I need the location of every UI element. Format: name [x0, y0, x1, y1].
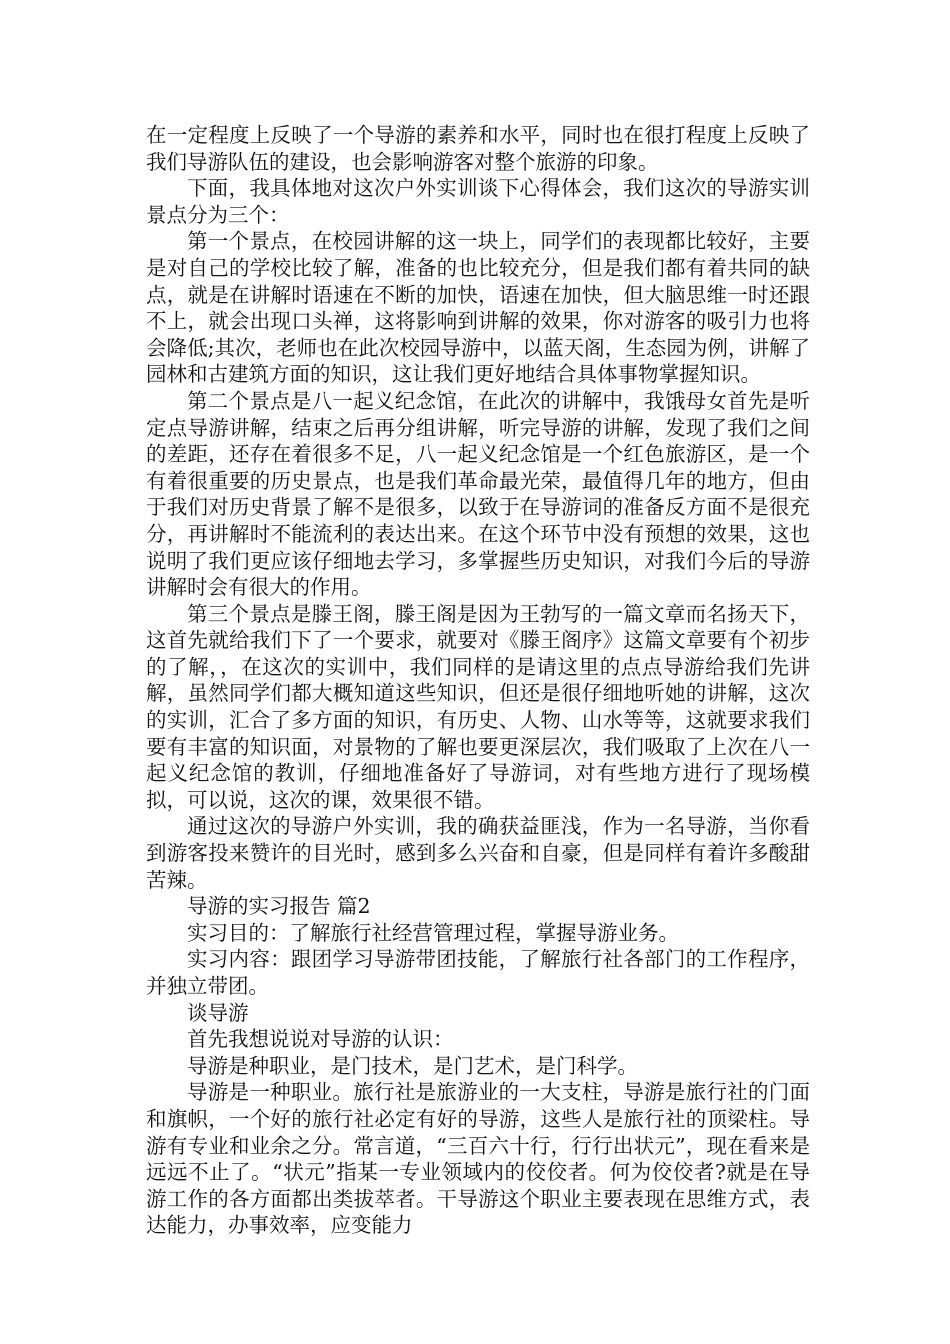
paragraph-spot-two: 第二个景点是八一起义纪念馆，在此次的讲解中，我饿母女首先是听定点导游讲解，结束之后再分组讲解，听完导游的讲解，发现了我们之间的差距，还存在着很多不足，八一起义纪念馆是一个红色旅游区，是一个有着很重要的历史景点，也是我们革命最光荣，最值得几年的地方，但由于我们对历史背景了解不是很多，以致于在导游词的准备反方面不是很充分，再讲解时不能流利的表达出来。在这个环节中没有预想的效果，这也说明了我们更应该仔细地去学习，多掌握些历史知识，对我们今后的导游讲解时会有很大的作用。 — [146, 388, 810, 600]
paragraph-spot-one: 第一个景点，在校园讲解的这一块上，同学们的表现都比较好，主要是对自己的学校比较了解，准备的也比较充分，但是我们都有着共同的缺点，就是在讲解时语速在不断的加快，语速在加快，但大脑思维一时还跟不上，就会出现口头禅，这将影响到讲解的效果，你对游客的吸引力也将会降低;其次，老师也在此次校园导游中，以蓝天阁，生态园为例，讲解了园林和古建筑方面的知识，这让我们更好地结合具体事物掌握知识。 — [146, 229, 810, 387]
section-heading: 导游的实习报告 篇2 — [187, 894, 371, 919]
paragraph-understanding: 首先我想说说对导游的认识： — [187, 1027, 454, 1052]
paragraph-purpose: 实习目的：了解旅行社经营管理过程，掌握导游业务。 — [187, 920, 679, 945]
subheading: 谈导游 — [187, 1000, 249, 1025]
paragraph-definition: 导游是种职业，是门技术，是门艺术，是门科学。 — [187, 1053, 638, 1078]
document-body — [146, 122, 810, 1239]
paragraph-profession: 导游是一种职业。旅行社是旅游业的一大支柱，导游是旅行社的门面和旗帜，一个好的旅行社必定有好的导游，这些人是旅行社的顶梁柱。导游有专业和业余之分。常言道，“三百六十行，行行出状元”，现在看来是远远不止了。“状元”指某一专业领域内的佼佼者。何为佼佼者?就是在导游工作的各方面都出类拔萃者。干导游这个职业主要表现在思维方式，表达能力，办事效率，应变能力 — [146, 1080, 810, 1238]
paragraph-content: 实习内容：跟团学习导游带团技能，了解旅行社各部门的工作程序，并独立带团。 — [146, 947, 810, 998]
paragraph-continuation: 在一定程度上反映了一个导游的素养和水平，同时也在很打程度上反映了我们导游队伍的建设，也会影响游客对整个旅游的印象。 — [146, 123, 810, 174]
paragraph-conclusion: 通过这次的导游户外实训，我的确获益匪浅，作为一名导游，当你看到游客投来赞许的目光时，感到多么兴奋和自豪，但是同样有着许多酸甜苦辣。 — [146, 814, 810, 892]
paragraph-spot-three: 第三个景点是滕王阁，滕王阁是因为王勃写的一篇文章而名扬天下，这首先就给我们下了一个要求，就要对《滕王阁序》这篇文章要有个初步的了解，，在这次的实训中，我们同样的是请这里的点点导游给我们先讲解，虽然同学们都大概知道这些知识，但还是很仔细地听她的讲解，这次的实训，汇合了多方面的知识，有历史、人物、山水等等，这就要求我们要有丰富的知识面，对景物的了解也要更深层次，我们吸取了上次在八一起义纪念馆的教训，仔细地准备好了导游词，对有些地方进行了现场模拟，可以说，这次的课，效果很不错。 — [146, 601, 810, 812]
paragraph-intro: 下面，我具体地对这次户外实训谈下心得体会，我们这次的导游实训景点分为三个： — [146, 176, 810, 227]
